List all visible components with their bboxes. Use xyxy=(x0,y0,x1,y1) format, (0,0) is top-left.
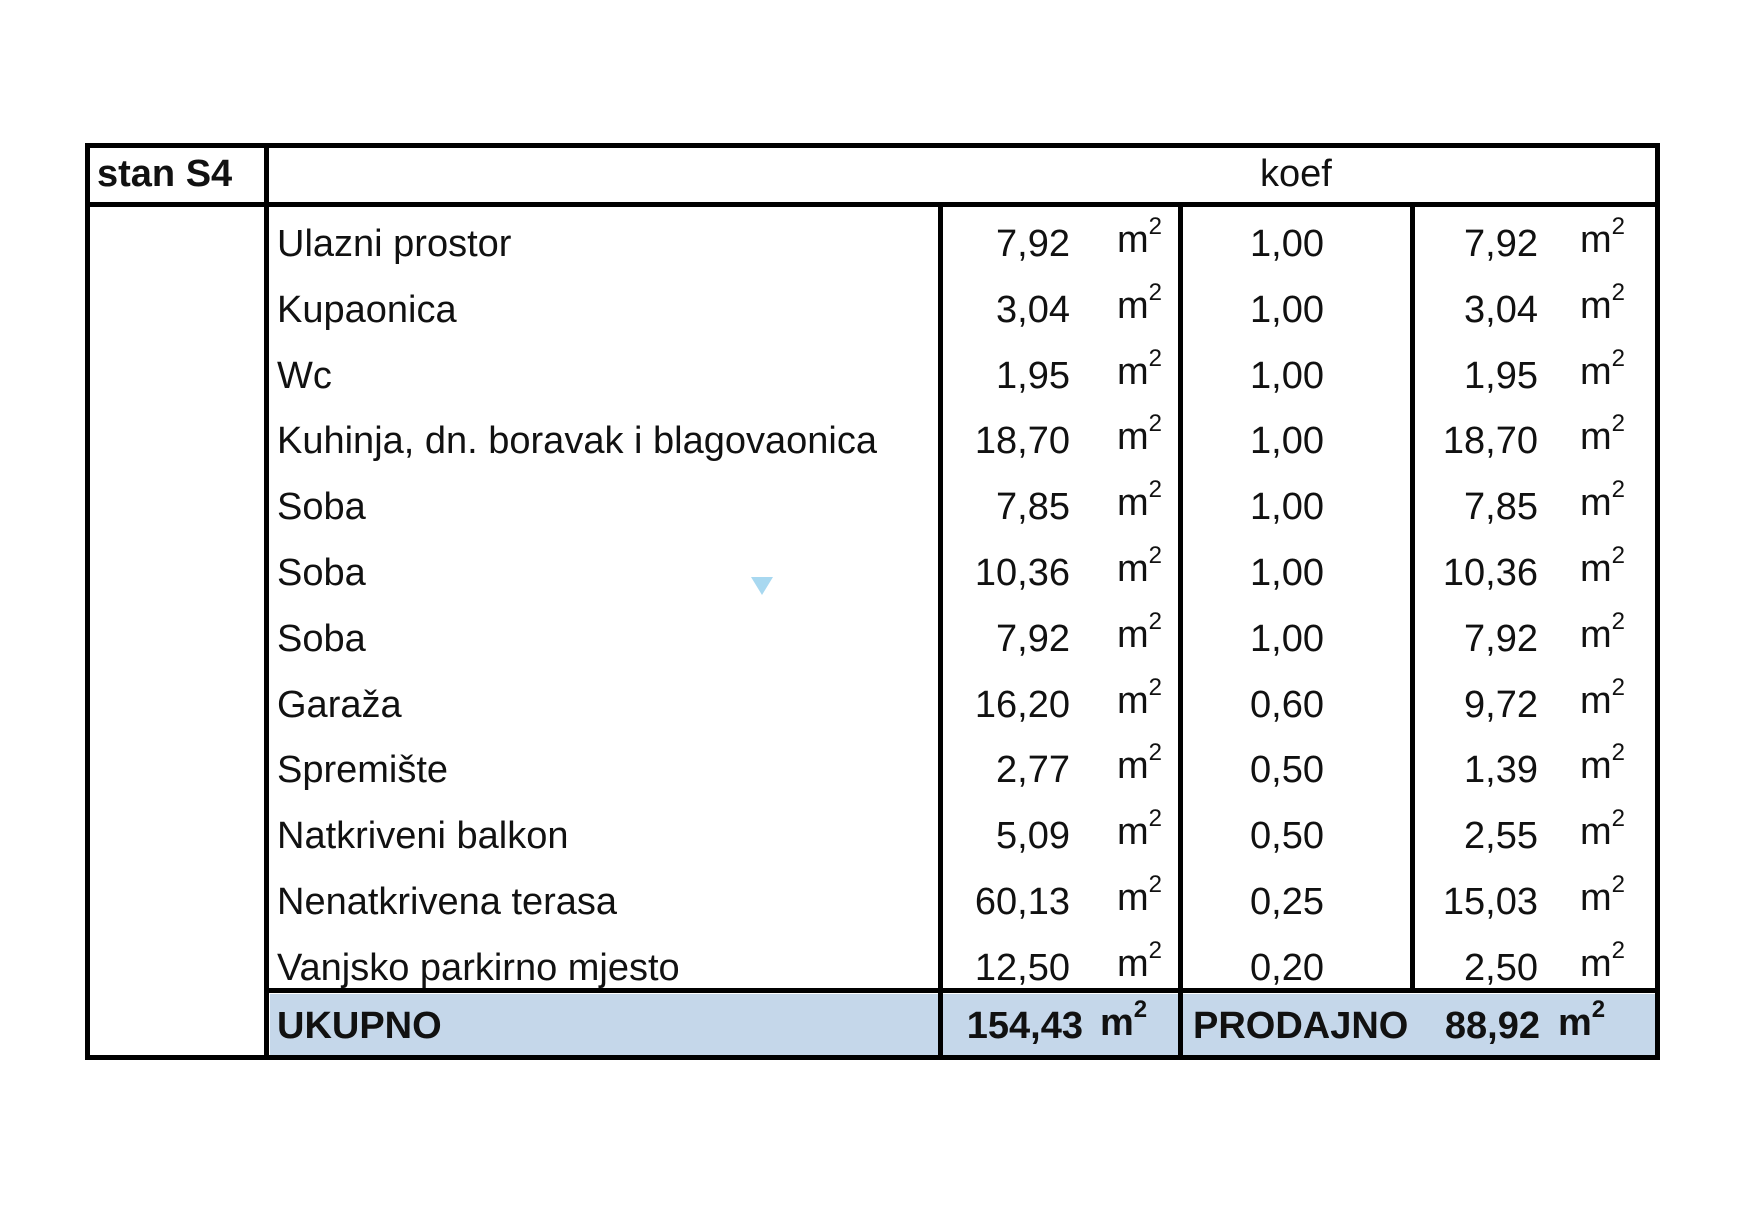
row-result-unit: $m^2$ xyxy=(1580,213,1626,261)
unit-symbol: m xyxy=(1580,285,1612,327)
row-result: 7,85 xyxy=(1464,486,1538,528)
ukupno-unit: $m^2$ xyxy=(1100,996,1148,1044)
row-area-unit: $m^2$ xyxy=(1117,805,1163,853)
row-koef: 1,00 xyxy=(1250,420,1324,462)
unit-symbol: m xyxy=(1117,943,1149,985)
row-name: Soba xyxy=(277,618,366,660)
row-area-unit: $m^2$ xyxy=(1117,739,1163,787)
unit-symbol: m xyxy=(1580,351,1612,393)
unit-symbol: m xyxy=(1580,482,1612,524)
unit-symbol: m xyxy=(1580,680,1612,722)
koef-column-separator-left xyxy=(1178,202,1183,1060)
unit-symbol: m xyxy=(1117,877,1149,919)
row-koef: 1,00 xyxy=(1250,289,1324,331)
row-result-unit: $m^2$ xyxy=(1580,279,1626,327)
prodajno-label: PRODAJNO xyxy=(1193,1005,1409,1047)
row-area: 60,13 xyxy=(974,881,1070,923)
ukupno-label: UKUPNO xyxy=(277,1005,442,1047)
unit-symbol: m xyxy=(1117,614,1149,656)
header-separator xyxy=(85,202,1660,207)
unit-symbol: m xyxy=(1580,614,1612,656)
row-result: 18,70 xyxy=(1442,420,1538,462)
row-koef: 1,00 xyxy=(1250,618,1324,660)
row-koef: 1,00 xyxy=(1250,223,1324,265)
row-name: Nenatkrivena terasa xyxy=(277,881,618,923)
row-area-unit: $m^2$ xyxy=(1117,608,1163,656)
row-area: 7,92 xyxy=(996,223,1070,265)
row-name: Soba xyxy=(277,552,366,594)
row-result: 15,03 xyxy=(1442,881,1538,923)
table-border-bottom xyxy=(85,1055,1660,1060)
unit-symbol: m xyxy=(1117,680,1149,722)
unit-symbol: m xyxy=(1580,416,1612,458)
row-area: 1,95 xyxy=(996,355,1070,397)
table-border-top xyxy=(85,143,1660,148)
row-area: 18,70 xyxy=(974,420,1070,462)
row-result: 2,55 xyxy=(1464,815,1538,857)
unit-symbol: m xyxy=(1580,219,1612,261)
row-name: Soba xyxy=(277,486,366,528)
row-name: Kuhinja, dn. boravak i blagovaonica xyxy=(277,420,877,462)
row-koef: 1,00 xyxy=(1250,355,1324,397)
row-koef: 1,00 xyxy=(1250,552,1324,594)
row-name: Natkriveni balkon xyxy=(277,815,569,857)
row-result: 7,92 xyxy=(1464,618,1538,660)
label-column-separator xyxy=(264,143,269,1060)
unit-symbol: m xyxy=(1117,351,1149,393)
row-result-unit: $m^2$ xyxy=(1580,542,1626,590)
row-name: Spremište xyxy=(277,749,449,791)
row-koef: 0,25 xyxy=(1250,881,1324,923)
row-result: 2,50 xyxy=(1464,947,1538,989)
row-result-unit: $m^2$ xyxy=(1580,608,1626,656)
row-result-unit: $m^2$ xyxy=(1580,476,1626,524)
row-area-unit: $m^2$ xyxy=(1117,476,1163,524)
row-koef: 0,20 xyxy=(1250,947,1324,989)
row-area-unit: $m^2$ xyxy=(1117,279,1163,327)
row-area: 2,77 xyxy=(996,749,1070,791)
row-result: 1,95 xyxy=(1464,355,1538,397)
table-border-right xyxy=(1655,143,1660,1060)
row-result-unit: $m^2$ xyxy=(1580,805,1626,853)
row-result: 7,92 xyxy=(1464,223,1538,265)
row-name: Kupaonica xyxy=(277,289,457,331)
row-area: 12,50 xyxy=(974,947,1070,989)
cell-marker-icon xyxy=(751,577,773,595)
unit-symbol: m xyxy=(1580,745,1612,787)
unit-symbol: m xyxy=(1117,416,1149,458)
row-area-unit: $m^2$ xyxy=(1117,213,1163,261)
row-area-unit: $m^2$ xyxy=(1117,871,1163,919)
row-koef: 1,00 xyxy=(1250,486,1324,528)
unit-symbol: m xyxy=(1580,943,1612,985)
row-area-unit: $m^2$ xyxy=(1117,410,1163,458)
row-area: 10,36 xyxy=(974,552,1070,594)
unit-symbol: m xyxy=(1117,482,1149,524)
row-result: 9,72 xyxy=(1464,684,1538,726)
row-koef: 0,50 xyxy=(1250,749,1324,791)
row-area: 3,04 xyxy=(996,289,1070,331)
row-koef: 0,50 xyxy=(1250,815,1324,857)
row-result-unit: $m^2$ xyxy=(1580,345,1626,393)
row-result: 3,04 xyxy=(1464,289,1538,331)
row-result-unit: $m^2$ xyxy=(1580,871,1626,919)
prodajno-unit: $m^2$ xyxy=(1558,996,1606,1044)
row-area-unit: $m^2$ xyxy=(1117,674,1163,722)
row-result-unit: $m^2$ xyxy=(1580,937,1626,985)
unit-symbol: m xyxy=(1117,285,1149,327)
row-area: 7,92 xyxy=(996,618,1070,660)
unit-symbol: m xyxy=(1117,548,1149,590)
row-area-unit: $m^2$ xyxy=(1117,345,1163,393)
koef-header: koef xyxy=(1260,153,1332,195)
row-result-unit: $m^2$ xyxy=(1580,739,1626,787)
unit-symbol: m xyxy=(1117,811,1149,853)
row-area-unit: $m^2$ xyxy=(1117,937,1163,985)
table-border-left xyxy=(85,143,90,1060)
row-area: 5,09 xyxy=(996,815,1070,857)
row-name: Wc xyxy=(277,355,332,397)
row-koef: 0,60 xyxy=(1250,684,1324,726)
unit-symbol: m xyxy=(1580,811,1612,853)
row-result: 1,39 xyxy=(1464,749,1538,791)
unit-symbol: m xyxy=(1117,745,1149,787)
unit-label: stan S4 xyxy=(97,153,233,195)
unit-symbol: m xyxy=(1580,548,1612,590)
row-name: Ulazni prostor xyxy=(277,223,512,265)
row-name: Garaža xyxy=(277,684,402,726)
unit-symbol: m xyxy=(1580,877,1612,919)
row-result: 10,36 xyxy=(1442,552,1538,594)
row-area: 7,85 xyxy=(996,486,1070,528)
row-result-unit: $m^2$ xyxy=(1580,674,1626,722)
unit-symbol: m xyxy=(1117,219,1149,261)
row-area: 16,20 xyxy=(974,684,1070,726)
prodajno-value: 88,92 xyxy=(1444,1005,1540,1047)
ukupno-value: 154,43 xyxy=(966,1005,1083,1047)
row-result-unit: $m^2$ xyxy=(1580,410,1626,458)
row-area-unit: $m^2$ xyxy=(1117,542,1163,590)
row-name: Vanjsko parkirno mjesto xyxy=(277,947,680,989)
